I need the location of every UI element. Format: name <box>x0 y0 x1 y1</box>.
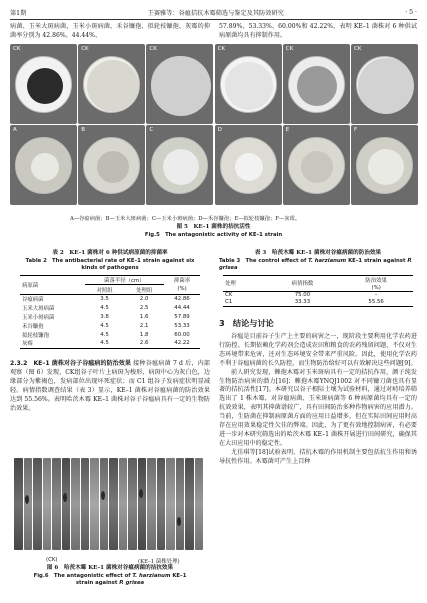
figure-6-caption-species: T. harzianum <box>132 572 171 579</box>
figure-6-caption-strain: KE–1 <box>172 572 187 579</box>
table-2-cell: 4.5 <box>100 340 109 347</box>
table-2-cell: 2.0 <box>139 296 149 303</box>
table-2-cell: 53.33 <box>174 322 190 329</box>
leaf-photo <box>100 458 109 550</box>
table-3-caption-pathogen: P. grisea <box>219 257 412 271</box>
fungal-colony <box>301 151 333 183</box>
figure-5-caption-cn: 图 5 KE–1 菌株的拮抗活性 <box>176 224 251 230</box>
table-2-block <box>10 250 210 349</box>
plate-label: CK <box>285 46 294 52</box>
figure-6-caption-cn: 图 6 哈茨木霉 KE–1 菌株对谷瘟病菌的拮抗效果 <box>46 565 174 571</box>
table-3-caption-strain: KE–1 strain against <box>348 257 406 264</box>
fungal-colony <box>27 68 63 104</box>
leaf-photo <box>176 458 185 550</box>
leaf-photo <box>119 458 128 550</box>
plate-label: D <box>217 127 222 134</box>
table-3-body <box>223 292 413 307</box>
fungal-colony <box>358 58 414 114</box>
journal-issue: 第1期 <box>10 9 27 17</box>
table-3-row <box>223 299 413 306</box>
table-2-row <box>20 339 200 348</box>
culture-plate-photo <box>78 44 145 124</box>
figure-6 <box>14 458 204 556</box>
figure-5 <box>10 44 417 238</box>
culture-plate-photo <box>351 125 418 205</box>
figure-5-legend: A—谷瘟病菌；B—玉米大斑病菌；C—玉米小斑病菌；D—禾谷镰孢；E—拟轮枝镰孢；F—灰霉。 <box>70 216 301 222</box>
leaf-photo <box>185 458 194 550</box>
culture-plate-photo <box>146 44 213 124</box>
table-3-caption-en-text: Table 3 The control effect of <box>219 257 307 264</box>
section-2-3-2-heading: 2.3.2 KE–1 菌株对谷子谷瘟病的防治效果 <box>10 360 131 367</box>
fungal-colony <box>297 66 337 106</box>
section-2-3-2 <box>10 360 210 413</box>
table-2-cell: 玉米小斑病菌 <box>22 315 55 322</box>
leaf-photo <box>157 458 166 550</box>
table-2-header-diameter: 菌落半径（cm） <box>85 275 164 285</box>
table-2-cell: 4.5 <box>100 331 109 338</box>
leaf-photo <box>166 458 175 550</box>
plate-label: CK <box>81 46 89 52</box>
plate-label: CK <box>354 46 362 52</box>
plate-label: CK <box>217 46 226 52</box>
figure-5-caption-en: Fig.5 The antagonistic activity of KE–1 strain <box>144 232 283 238</box>
section-3-paragraph-3: 尤佳琪等[18]试验表明，拮抗木霉的作用机制主要包括抗生作用和诱导抗性作用。木霉菌可产生上百种 <box>219 448 417 465</box>
leaf-photo <box>81 458 90 550</box>
culture-plate-photo <box>283 125 350 205</box>
table-2-row <box>20 321 200 330</box>
table-3-block <box>219 250 417 307</box>
table-3-cell: C1 <box>225 299 233 306</box>
section-3-paragraph-1: 谷瘟是目前谷子生产上主要的病害之一，现阶段主要利用化学农药进行防控。长期依赖化学药剂会造成农田和粮食的农药残留问题，不仅对生态环境带来危害，还对生态环境安全带来严重风险。因此，使用化学农药不利于谷瘟病菌的长久防控，而生物防治给好可以有效解决这些问题[9]。 <box>219 333 417 367</box>
table-2-cell: 3.5 <box>100 296 109 303</box>
petri-dish <box>288 56 345 113</box>
figure-6-caption-pathogen: P. grisea <box>119 579 145 586</box>
lesion-spot <box>139 489 143 498</box>
table-3-header-effect-unit: (%) <box>339 284 413 291</box>
leaf-photo <box>71 458 80 550</box>
plate-label: CK <box>149 46 157 52</box>
table-3-caption-cn: 表 3 哈茨木霉 KE–1 菌株对谷瘟病菌的防治效果 <box>254 250 382 256</box>
table-2-cell: 57.89 <box>174 314 190 321</box>
header-rule <box>10 19 417 20</box>
fungal-colony <box>235 153 263 181</box>
culture-plate-photo <box>10 44 77 124</box>
table-2-header-pathogen: 病原菌 <box>20 275 85 295</box>
table-2 <box>20 275 200 349</box>
plate-label: A <box>13 127 17 134</box>
plate-label: E <box>285 127 290 134</box>
leaf-photo <box>128 458 137 550</box>
table-2-cell: 2.6 <box>139 340 149 347</box>
culture-plate-photo <box>351 44 418 124</box>
table-2-cell: 60.00 <box>174 331 190 338</box>
section-3 <box>219 318 417 467</box>
fungal-colony <box>87 60 139 112</box>
leaf-photo <box>90 458 99 550</box>
leaf-photo <box>52 458 61 550</box>
table-3-header-treatment: 处理 <box>223 275 266 292</box>
fungal-colony <box>368 149 404 185</box>
table-2-row <box>20 330 200 339</box>
table-2-cell: 灰霉 <box>22 341 33 348</box>
top-right-paragraph: 57.89%、53.33%、60.00%和 42.22%，表明 KE–1 菌株对 6 种供试病原菌均具有抑制作用。 <box>219 23 417 39</box>
culture-plate-photo <box>283 44 350 124</box>
leaf-photo <box>195 458 204 550</box>
table-2-cell: 禾谷镰孢 <box>22 323 44 330</box>
plate-label: F <box>354 127 358 134</box>
table-2-cell: 3.8 <box>100 314 109 321</box>
leaf-photo <box>43 458 52 550</box>
table-2-row <box>20 304 200 313</box>
running-title: 王赛雅等：谷瘟拮抗木霉筛选与鉴定及其防效研究 <box>147 9 284 17</box>
page-number: · 5 · <box>405 8 417 16</box>
table-2-cell: 4.5 <box>100 305 109 312</box>
lesion-spot <box>63 493 67 502</box>
table-3-cell: CK <box>225 292 233 299</box>
figure-6-label-c1: (KE–1 菌株处理) <box>138 559 180 565</box>
petri-dish <box>288 137 345 194</box>
table-2-cell: 拟轮枝镰孢 <box>22 332 49 339</box>
figure-6-caption-en-2 <box>10 580 210 587</box>
culture-plate-photo <box>215 125 282 205</box>
fungal-colony <box>31 153 59 181</box>
culture-plate-photo <box>78 125 145 205</box>
figure-6-caption-en-1 <box>10 573 210 580</box>
table-2-cell: 2.1 <box>139 322 149 329</box>
culture-plate-photo <box>146 125 213 205</box>
table-2-cell: 玉米大斑病菌 <box>22 306 55 313</box>
table-3-header-index: 病情指数 <box>266 275 340 292</box>
section-2-3-2-text: 接种谷瘟病菌 7 d 后，内部观察（图 6）发现，CK组谷子叶片上病斑为梭形，病斑中心为灰白色，边缘部分为紫褐色，发病部位出现坏死症状；而 C1 组谷子发病症状明显减轻。病情指数调查结果（表 3）显示，KE–1 菌株对谷瘟病菌的防治效果达到 55.56%。表明哈茨木霉 KE–1 菌株对谷子谷瘟病具有一定的生物防治效果。 <box>10 360 211 412</box>
table-3-cell: – <box>374 292 378 299</box>
plate-label: B <box>81 127 85 134</box>
lesion-spot <box>101 491 105 500</box>
figure-6-label-ck: (CK) <box>46 557 58 563</box>
table-2-cell: 1.8 <box>139 331 149 338</box>
figure-6-caption-en-text: Fig.6 The antagonistic effect of <box>33 572 131 579</box>
table-2-row <box>20 295 200 304</box>
table-2-cell: 1.6 <box>139 314 149 321</box>
table-3-caption-species: T. harzianum <box>308 257 347 264</box>
plate-label: CK <box>13 46 21 52</box>
lesion-spot <box>177 517 181 526</box>
fungal-colony <box>225 62 273 110</box>
lesion-spot <box>25 495 29 504</box>
figure-6-caption-block <box>10 565 210 587</box>
leaf-photo <box>109 458 118 550</box>
table-2-cell: 4.5 <box>100 322 109 329</box>
fungal-colony <box>97 151 129 183</box>
fungal-colony <box>163 149 199 185</box>
table-3-cell: 55.56 <box>368 299 384 306</box>
culture-plate-photo <box>215 44 282 124</box>
table-2-caption-en: Table 2 The antibacterial rate of KE–1 strain against six kinds of pathogens <box>25 257 195 271</box>
petri-dish <box>151 56 208 113</box>
table-2-body <box>20 295 200 349</box>
plate-label: C <box>149 127 154 134</box>
leaf-photo <box>14 458 23 550</box>
petri-dish <box>15 137 72 194</box>
table-3-cell: 33.33 <box>294 299 311 306</box>
table-2-cell: 42.22 <box>174 340 190 347</box>
figure-6-caption-against: strain against <box>75 579 118 586</box>
leaf-photo <box>138 458 147 550</box>
table-2-header-treat: 处理组 <box>124 285 164 295</box>
table-3-header-effect: 防治效果 <box>365 277 387 284</box>
leaf-photo <box>62 458 71 550</box>
table-2-header-rate-unit: (%) <box>164 285 200 295</box>
petri-dish <box>15 56 72 113</box>
section-3-paragraph-2: 前人研究发现，棘孢木霉对玉米斑病具有一定的拮抗作用，颜子纯发生物防治病害的潜力[16]；棘孢木霉YNQJ1002 对不同镰刀菌也具有显著的拮抗活性[17]。本研究以谷子根际土壤为试验材料，通过对峙培养筛选出了 1 株木霉，对谷瘟病菌、玉米斑病菌等 6 种病原菌均具有一定的抗效效果，表明其抑菌谱较广，具有田间防治多种作物病害的应用潜力。当前，生防菌在抑制病原菌方面的应用日益增多，但在实际田间应用时高存在应用效果稳定性欠佳的弊端。因此，为了更有效地控制病害，有必要进一步对本研究筛选出的哈茨木霉 KE–1 菌株开展进行田间研究，确保其在大田应用中的稳定性。 <box>219 368 417 447</box>
petri-dish <box>83 56 140 113</box>
petri-dish <box>220 137 277 194</box>
petri-dish <box>151 137 208 194</box>
section-3-heading: 3 结论与讨论 <box>219 318 274 328</box>
top-left-paragraph: 病菌、玉米大斑病菌、玉米小斑病菌、禾谷镰孢、拟轮枝镰孢、灰霉的抑菌率分别为 42.86%、44.44%、 <box>10 23 210 39</box>
table-2-row <box>20 313 200 322</box>
culture-plate-photo <box>10 125 77 205</box>
table-2-header-rate: 抑菌率 <box>173 278 191 285</box>
fungal-colony <box>151 56 211 116</box>
petri-dish <box>220 56 277 113</box>
petri-dish <box>356 56 413 113</box>
petri-dish <box>83 137 140 194</box>
table-2-cell: 44.44 <box>174 305 190 312</box>
table-2-caption-cn: 表 2 KE–1 菌株对 6 种供试病原菌的抑菌率 <box>52 250 168 256</box>
petri-dish <box>356 137 413 194</box>
leaf-photo <box>33 458 42 550</box>
table-3-caption-en-1 <box>219 258 417 272</box>
table-3-cell: 75.00 <box>294 292 311 299</box>
table-2-cell: 2.5 <box>139 305 149 312</box>
leaf-photo <box>24 458 33 550</box>
table-3 <box>223 275 413 307</box>
table-2-cell: 谷瘟病菌 <box>22 297 44 304</box>
table-3-row <box>223 292 413 299</box>
leaf-photo <box>147 458 156 550</box>
page-header <box>10 6 417 18</box>
table-2-header-ck: 对照组 <box>85 285 125 295</box>
table-2-cell: 42.86 <box>174 296 190 303</box>
